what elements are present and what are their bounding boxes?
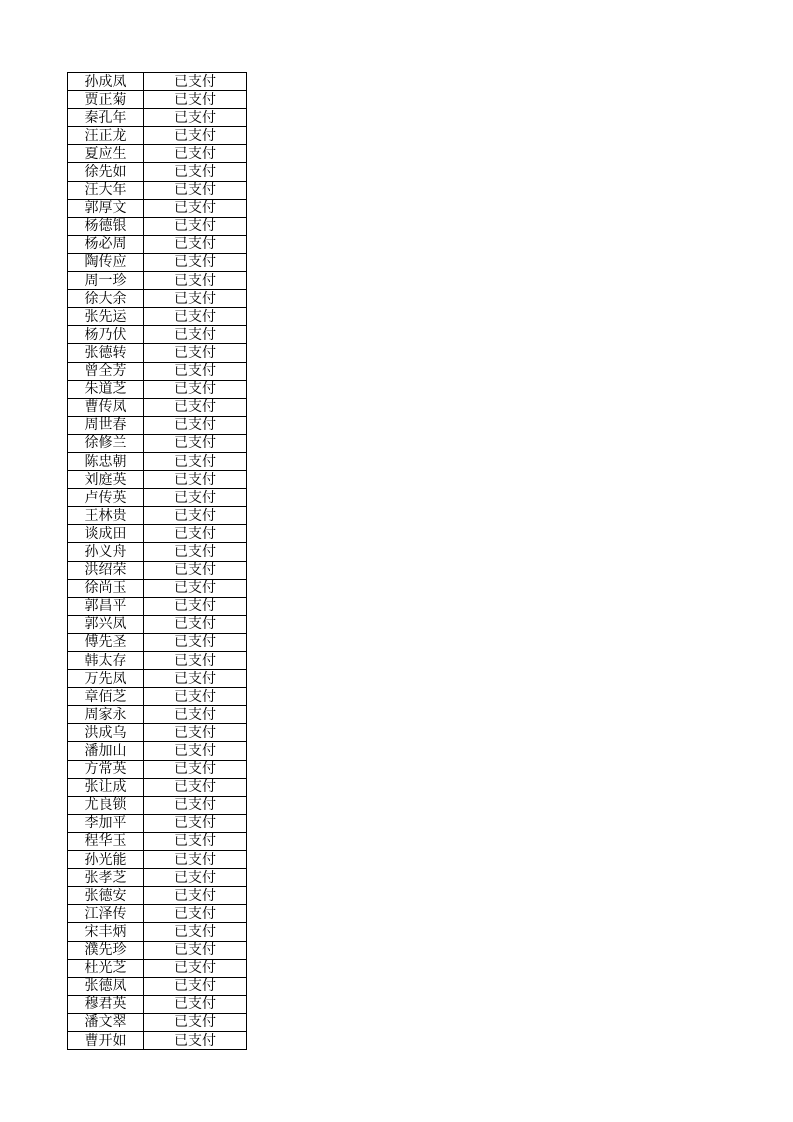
- name-cell: 杜光芝: [68, 959, 144, 977]
- table-row: [68, 471, 247, 489]
- table-row: [68, 1031, 247, 1049]
- table-row: [68, 326, 247, 344]
- name-cell: 汪正龙: [68, 127, 144, 145]
- name-cell: 张德安: [68, 887, 144, 905]
- payment-status-cell: 已支付: [144, 380, 247, 398]
- table-row: [68, 923, 247, 941]
- table-row: [68, 1013, 247, 1031]
- payment-status-cell: 已支付: [144, 905, 247, 923]
- table-row: [68, 543, 247, 561]
- payment-status-cell: 已支付: [144, 127, 247, 145]
- payment-status-cell: 已支付: [144, 416, 247, 434]
- payment-status-cell: 已支付: [144, 217, 247, 235]
- name-cell: 张德凤: [68, 977, 144, 995]
- table-row: [68, 290, 247, 308]
- table-row: [68, 380, 247, 398]
- name-cell: 秦孔年: [68, 109, 144, 127]
- payment-status-cell: 已支付: [144, 706, 247, 724]
- payment-status-cell: 已支付: [144, 760, 247, 778]
- name-cell: 张先运: [68, 308, 144, 326]
- payment-status-cell: 已支付: [144, 688, 247, 706]
- payment-status-cell: 已支付: [144, 235, 247, 253]
- payment-status-cell: 已支付: [144, 597, 247, 615]
- payment-status-cell: 已支付: [144, 887, 247, 905]
- payment-status-cell: 已支付: [144, 308, 247, 326]
- name-cell: 程华玉: [68, 832, 144, 850]
- table-row: [68, 561, 247, 579]
- table-row: [68, 778, 247, 796]
- table-row: [68, 525, 247, 543]
- payment-status-cell: 已支付: [144, 434, 247, 452]
- payment-status-cell: 已支付: [144, 851, 247, 869]
- payment-status-cell: 已支付: [144, 923, 247, 941]
- payment-status-cell: 已支付: [144, 109, 247, 127]
- payment-status-cell: 已支付: [144, 561, 247, 579]
- table-row: [68, 416, 247, 434]
- table-row: [68, 760, 247, 778]
- name-cell: 郭厚文: [68, 199, 144, 217]
- name-cell: 夏应生: [68, 145, 144, 163]
- table-row: [68, 181, 247, 199]
- name-cell: 曹开如: [68, 1031, 144, 1049]
- name-cell: 刘庭英: [68, 471, 144, 489]
- name-cell: 周世春: [68, 416, 144, 434]
- name-cell: 曹传凤: [68, 398, 144, 416]
- name-cell: 王林贵: [68, 507, 144, 525]
- name-cell: 孙光能: [68, 851, 144, 869]
- name-cell: 洪成乌: [68, 724, 144, 742]
- table-row: [68, 73, 247, 91]
- payment-status-cell: 已支付: [144, 543, 247, 561]
- name-cell: 杨必周: [68, 235, 144, 253]
- table-row: [68, 507, 247, 525]
- table-row: [68, 887, 247, 905]
- name-cell: 潘文翠: [68, 1013, 144, 1031]
- payment-status-cell: 已支付: [144, 977, 247, 995]
- table-row: [68, 706, 247, 724]
- name-cell: 郭昌平: [68, 597, 144, 615]
- name-cell: 徐尚玉: [68, 579, 144, 597]
- payment-status-cell: 已支付: [144, 181, 247, 199]
- table-row: [68, 615, 247, 633]
- table-row: [68, 489, 247, 507]
- name-cell: 杨乃伏: [68, 326, 144, 344]
- name-cell: 穆君英: [68, 995, 144, 1013]
- name-cell: 万先凤: [68, 670, 144, 688]
- table-row: [68, 398, 247, 416]
- payment-status-cell: 已支付: [144, 398, 247, 416]
- table-row: [68, 742, 247, 760]
- table-row: [68, 869, 247, 887]
- table-row: [68, 253, 247, 271]
- table-row: [68, 344, 247, 362]
- name-cell: 濮先珍: [68, 941, 144, 959]
- payment-status-cell: 已支付: [144, 814, 247, 832]
- payment-table-body: [68, 73, 247, 1050]
- table-row: [68, 977, 247, 995]
- name-cell: 谈成田: [68, 525, 144, 543]
- payment-status-cell: 已支付: [144, 796, 247, 814]
- table-row: [68, 362, 247, 380]
- name-cell: 周家永: [68, 706, 144, 724]
- payment-status-cell: 已支付: [144, 959, 247, 977]
- payment-status-cell: 已支付: [144, 452, 247, 470]
- name-cell: 江泽传: [68, 905, 144, 923]
- table-row: [68, 796, 247, 814]
- table-row: [68, 941, 247, 959]
- name-cell: 孙义舟: [68, 543, 144, 561]
- payment-status-cell: 已支付: [144, 941, 247, 959]
- payment-status-cell: 已支付: [144, 290, 247, 308]
- name-cell: 潘加山: [68, 742, 144, 760]
- name-cell: 张德转: [68, 344, 144, 362]
- payment-status-cell: 已支付: [144, 525, 247, 543]
- table-row: [68, 235, 247, 253]
- table-row: [68, 199, 247, 217]
- name-cell: 陶传应: [68, 253, 144, 271]
- payment-status-cell: 已支付: [144, 199, 247, 217]
- table-row: [68, 579, 247, 597]
- payment-table: [67, 72, 247, 1050]
- name-cell: 章佰芝: [68, 688, 144, 706]
- table-row: [68, 832, 247, 850]
- payment-status-cell: 已支付: [144, 1013, 247, 1031]
- table-row: [68, 127, 247, 145]
- table-row: [68, 814, 247, 832]
- name-cell: 孙成凤: [68, 73, 144, 91]
- table-row: [68, 452, 247, 470]
- table-row: [68, 91, 247, 109]
- table-row: [68, 959, 247, 977]
- table-row: [68, 217, 247, 235]
- payment-status-cell: 已支付: [144, 832, 247, 850]
- name-cell: 张孝芝: [68, 869, 144, 887]
- table-row: [68, 308, 247, 326]
- table-row: [68, 272, 247, 290]
- payment-status-cell: 已支付: [144, 724, 247, 742]
- name-cell: 徐修兰: [68, 434, 144, 452]
- name-cell: 卢传英: [68, 489, 144, 507]
- payment-status-cell: 已支付: [144, 633, 247, 651]
- name-cell: 郭兴凤: [68, 615, 144, 633]
- table-row: [68, 688, 247, 706]
- payment-status-cell: 已支付: [144, 489, 247, 507]
- name-cell: 宋丰炳: [68, 923, 144, 941]
- name-cell: 汪大年: [68, 181, 144, 199]
- table-row: [68, 724, 247, 742]
- payment-status-cell: 已支付: [144, 91, 247, 109]
- table-row: [68, 995, 247, 1013]
- payment-status-cell: 已支付: [144, 995, 247, 1013]
- payment-status-cell: 已支付: [144, 1031, 247, 1049]
- name-cell: 傅先圣: [68, 633, 144, 651]
- table-row: [68, 597, 247, 615]
- payment-status-cell: 已支付: [144, 73, 247, 91]
- name-cell: 曾全芳: [68, 362, 144, 380]
- table-row: [68, 851, 247, 869]
- name-cell: 徐先如: [68, 163, 144, 181]
- payment-status-cell: 已支付: [144, 742, 247, 760]
- name-cell: 陈忠朝: [68, 452, 144, 470]
- payment-status-cell: 已支付: [144, 272, 247, 290]
- name-cell: 周一珍: [68, 272, 144, 290]
- table-row: [68, 652, 247, 670]
- table-row: [68, 145, 247, 163]
- table-row: [68, 163, 247, 181]
- name-cell: 朱道芝: [68, 380, 144, 398]
- payment-status-cell: 已支付: [144, 670, 247, 688]
- payment-status-cell: 已支付: [144, 362, 247, 380]
- payment-status-cell: 已支付: [144, 579, 247, 597]
- payment-status-cell: 已支付: [144, 507, 247, 525]
- payment-status-cell: 已支付: [144, 326, 247, 344]
- name-cell: 韩太存: [68, 652, 144, 670]
- table-row: [68, 633, 247, 651]
- name-cell: 尤良锁: [68, 796, 144, 814]
- name-cell: 张让成: [68, 778, 144, 796]
- payment-status-cell: 已支付: [144, 652, 247, 670]
- payment-status-cell: 已支付: [144, 253, 247, 271]
- name-cell: 方常英: [68, 760, 144, 778]
- payment-status-cell: 已支付: [144, 615, 247, 633]
- table-row: [68, 434, 247, 452]
- table-row: [68, 109, 247, 127]
- payment-status-cell: 已支付: [144, 869, 247, 887]
- name-cell: 贾正菊: [68, 91, 144, 109]
- name-cell: 杨德银: [68, 217, 144, 235]
- payment-status-cell: 已支付: [144, 344, 247, 362]
- name-cell: 徐大余: [68, 290, 144, 308]
- name-cell: 李加平: [68, 814, 144, 832]
- payment-status-cell: 已支付: [144, 145, 247, 163]
- table-row: [68, 905, 247, 923]
- payment-status-cell: 已支付: [144, 778, 247, 796]
- payment-status-cell: 已支付: [144, 163, 247, 181]
- table-row: [68, 670, 247, 688]
- name-cell: 洪绍荣: [68, 561, 144, 579]
- payment-status-cell: 已支付: [144, 471, 247, 489]
